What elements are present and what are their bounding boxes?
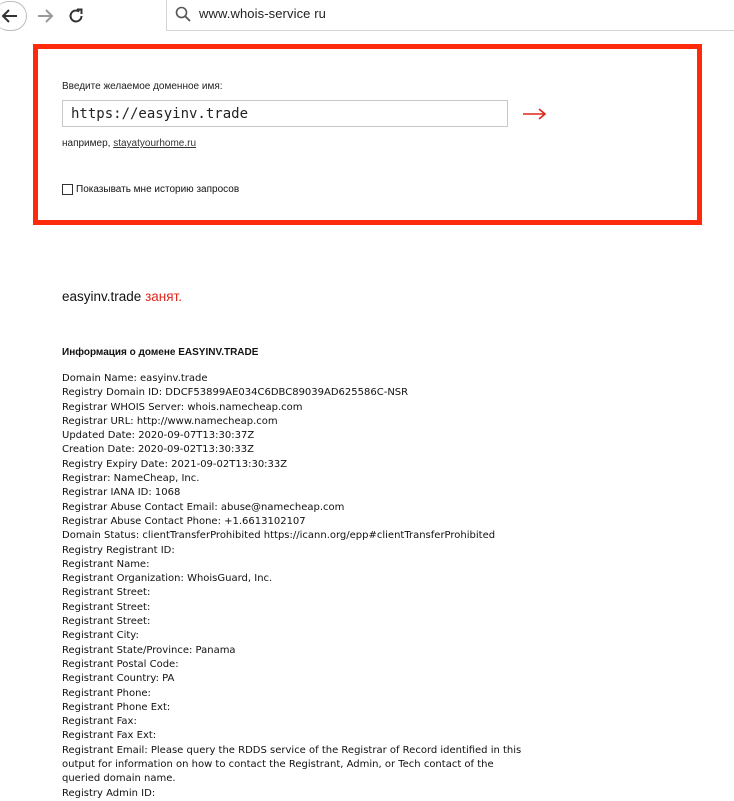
domain-input-label: Введите желаемое доменное имя: (62, 81, 223, 92)
whois-line: Registrant Street: (62, 601, 151, 613)
browser-toolbar (0, 0, 734, 34)
result-status: занят. (145, 289, 182, 304)
whois-line: Registrant Phone: (62, 687, 151, 699)
whois-line: Registrar Abuse Contact Email: abuse@namecheap.com (62, 501, 345, 513)
whois-line: Registrant Organization: WhoisGuard, Inc. (62, 573, 273, 585)
whois-line: Registrant Fax Ext: (62, 730, 157, 742)
reload-icon (67, 7, 85, 25)
whois-search-form (33, 44, 702, 225)
whois-line: Registrar WHOIS Server: whois.namecheap.com (62, 401, 303, 413)
back-button[interactable] (0, 1, 27, 31)
whois-line: Registry Registrant ID: (62, 544, 175, 556)
whois-line: Domain Name: easyinv.trade (62, 373, 208, 384)
whois-line: Registrar IANA ID: 1068 (62, 487, 181, 499)
address-bar[interactable] (166, 0, 734, 31)
history-option[interactable] (62, 184, 239, 195)
whois-line: Registrant Street: (62, 587, 151, 599)
info-title: Информация о домене EASYINV.TRADE (62, 347, 259, 358)
whois-line: Registrant State/Province: Panama (62, 644, 236, 656)
domain-input[interactable] (62, 100, 508, 127)
whois-line: Registrar Abuse Contact Phone: +1.6613102107 (62, 515, 306, 527)
whois-line: Registrant Street: (62, 616, 151, 628)
search-icon (175, 6, 191, 22)
example-link[interactable]: stayatyourhome.ru (113, 138, 197, 149)
arrow-right-icon (36, 7, 54, 25)
submit-button[interactable] (521, 105, 549, 123)
whois-line: Registrant Fax: (62, 716, 137, 728)
example-prefix: например, (62, 138, 114, 149)
whois-line: Registrar: NameCheap, Inc. (62, 473, 200, 485)
arrow-right-icon (521, 105, 549, 123)
whois-line: Registrant Phone Ext: (62, 701, 171, 713)
whois-line: Registrant Country: PA (62, 673, 175, 685)
history-label: Показывать мне историю запросов (76, 184, 240, 195)
whois-line: Registry Admin ID: (62, 787, 156, 799)
whois-line: Updated Date: 2020-09-07T13:30:37Z (62, 430, 255, 442)
whois-line: Registrant City: (62, 630, 139, 642)
whois-line: Domain Status: clientTransferProhibited https://icann.org/epp#clientTransferProhibited (62, 530, 496, 542)
whois-line: Registrant Postal Code: (62, 658, 179, 670)
result-domain: easyinv.trade (62, 289, 142, 304)
example-hint (62, 138, 196, 149)
whois-line: Registrant Name: (62, 558, 150, 570)
forward-button[interactable] (31, 2, 59, 30)
whois-line: Registry Expiry Date: 2021-09-02T13:30:33Z (62, 458, 288, 470)
whois-line: Registrant Email: Please query the RDDS service of the Registrar of Record identified in this output for information on how to contact the Registrant, Admin, or Tech contact of the queried domain name. (62, 744, 522, 785)
domain-result (62, 289, 182, 304)
whois-line: Creation Date: 2020-09-02T13:30:33Z (62, 444, 254, 456)
reload-button[interactable] (62, 2, 90, 30)
whois-record (62, 372, 522, 801)
history-checkbox[interactable] (62, 184, 73, 195)
arrow-left-icon (1, 7, 19, 25)
whois-line: Registrar URL: http://www.namecheap.com (62, 415, 278, 427)
whois-line: Registry Domain ID: DDCF53899AE034C6DBC89039AD625586C-NSR (62, 387, 409, 399)
url-text: www.whois-service ru (199, 6, 326, 21)
